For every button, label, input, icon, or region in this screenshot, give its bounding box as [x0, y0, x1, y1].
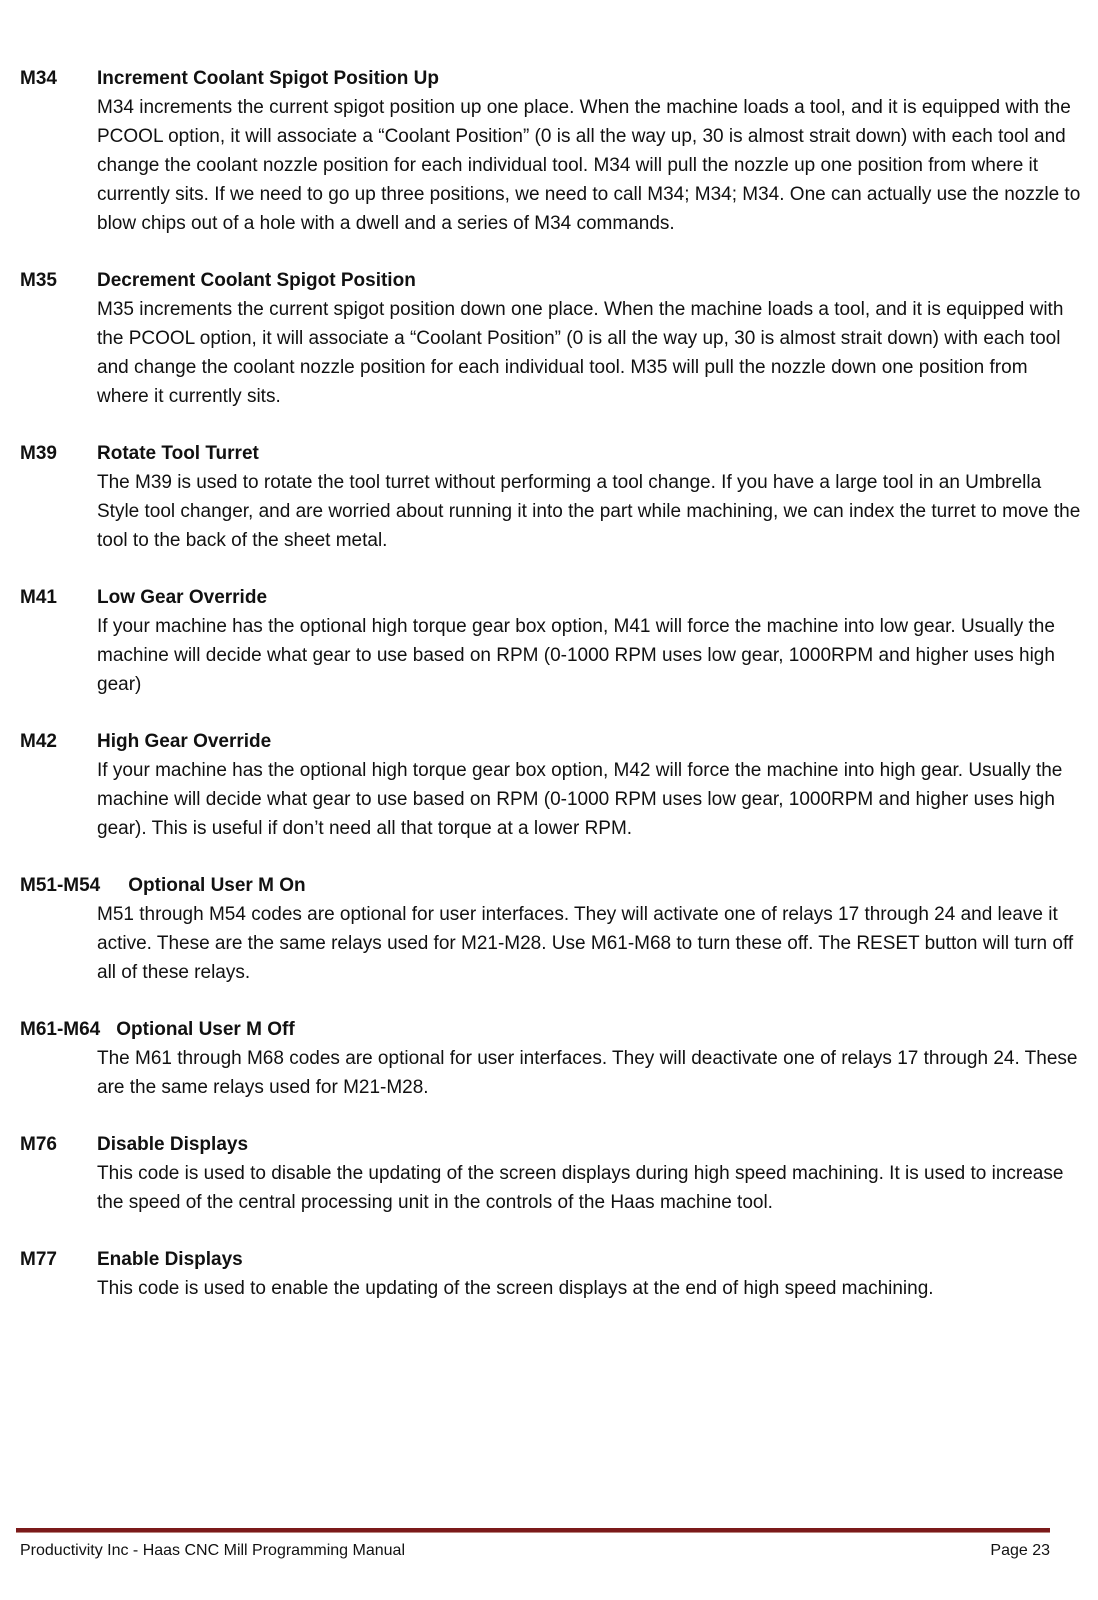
- m-code-title: Optional User M Off: [116, 1019, 295, 1040]
- m-code-entry-m76: [20, 1130, 1080, 1217]
- m-code-description: M51 through M54 codes are optional for user interfaces. They will activate one of relays 17 through 24 and leave it active. These are the same relays used for M21-M28. Use M61-M68 to turn these off. The RESET button will turn off all of these relays.: [97, 904, 1074, 983]
- m-code: M42: [20, 731, 57, 752]
- entry-heading: [20, 266, 1080, 295]
- m-code-description: If your machine has the optional high torque gear box option, M41 will force the machine into low gear. Usually the machine will decide what gear to use based on RPM (0-1000 RPM uses low gear, 1000RPM and higher uses high gear): [97, 616, 1055, 695]
- footer-manual-title: Productivity Inc - Haas CNC Mill Programming Manual: [20, 1542, 405, 1559]
- entry-heading: [20, 64, 1080, 93]
- m-code-description: The M61 through M68 codes are optional for user interfaces. They will deactivate one of relays 17 through 24. These are the same relays used for M21-M28.: [97, 1048, 1078, 1098]
- footer-divider: [16, 1528, 1050, 1533]
- entry-heading: [20, 1015, 1080, 1044]
- m-code-description: This code is used to disable the updating of the screen displays during high speed machining. It is used to increase the speed of the central processing unit in the controls of the Haas machine tool.: [97, 1163, 1064, 1213]
- m-code: M39: [20, 443, 57, 464]
- m-code-description: M34 increments the current spigot position up one place. When the machine loads a tool, and it is equipped with the PCOOL option, it will associate a “Coolant Position” (0 is all the way up, 30 is almost strait down) with each tool and change the coolant nozzle position for each individual tool. M34 will pull the nozzle up one position from where it currently sits. If we need to go up three positions, we need to call M34; M34; M34. One can actually use the nozzle to blow chips out of a hole with a dwell and a series of M34 commands.: [97, 97, 1081, 234]
- m-code-title: Enable Displays: [97, 1249, 243, 1270]
- m-code-entry-m77: [20, 1245, 1080, 1303]
- m-code-list: [20, 64, 1080, 1303]
- m-code-entry-m34: [20, 64, 1080, 238]
- entry-heading: [20, 439, 1080, 468]
- m-code-description: If your machine has the optional high torque gear box option, M42 will force the machine into high gear. Usually the machine will decide what gear to use based on RPM (0-1000 RPM uses low gear, 1000RPM and higher uses high gear). This is useful if don’t need all that torque at a lower RPM.: [97, 760, 1063, 839]
- m-code-title: Rotate Tool Turret: [97, 443, 259, 464]
- m-code-title: Optional User M On: [128, 875, 306, 896]
- m-code-entry-m39: [20, 439, 1080, 555]
- page-number: Page 23: [990, 1542, 1050, 1559]
- m-code: M41: [20, 587, 57, 608]
- m-code: M61-M64: [20, 1019, 101, 1040]
- m-code-title: Low Gear Override: [97, 587, 268, 608]
- m-code-title: Disable Displays: [97, 1134, 249, 1155]
- m-code: M76: [20, 1134, 57, 1155]
- entry-heading: [20, 583, 1080, 612]
- m-code-title: Increment Coolant Spigot Position Up: [97, 68, 439, 89]
- m-code-description: The M39 is used to rotate the tool turret without performing a tool change. If you have a large tool in an Umbrella Style tool changer, and are worried about running it into the part while machining, we can index the turret to move the tool to the back of the sheet metal.: [97, 472, 1081, 551]
- m-code-title: Decrement Coolant Spigot Position: [97, 270, 416, 291]
- entry-heading: [20, 871, 1080, 900]
- entry-heading: [20, 727, 1080, 756]
- m-code-entry-m61-m64: [20, 1015, 1080, 1102]
- m-code-description: This code is used to enable the updating of the screen displays at the end of high speed machining.: [97, 1278, 934, 1299]
- m-code-entry-m42: [20, 727, 1080, 843]
- m-code: M35: [20, 270, 57, 291]
- m-code: M77: [20, 1249, 57, 1270]
- entry-heading: [20, 1130, 1080, 1159]
- m-code: M34: [20, 68, 57, 89]
- m-code-title: High Gear Override: [97, 731, 272, 752]
- m-code: M51-M54: [20, 875, 101, 896]
- entry-heading: [20, 1245, 1080, 1274]
- m-code-entry-m35: [20, 266, 1080, 411]
- m-code-entry-m41: [20, 583, 1080, 699]
- m-code-entry-m51-m54: [20, 871, 1080, 987]
- m-code-description: M35 increments the current spigot position down one place. When the machine loads a tool, and it is equipped with the PCOOL option, it will associate a “Coolant Position” (0 is all the way up, 30 is almost strait down) with each tool and change the coolant nozzle position for each individual tool. M35 will pull the nozzle down one position from where it currently sits.: [97, 299, 1064, 407]
